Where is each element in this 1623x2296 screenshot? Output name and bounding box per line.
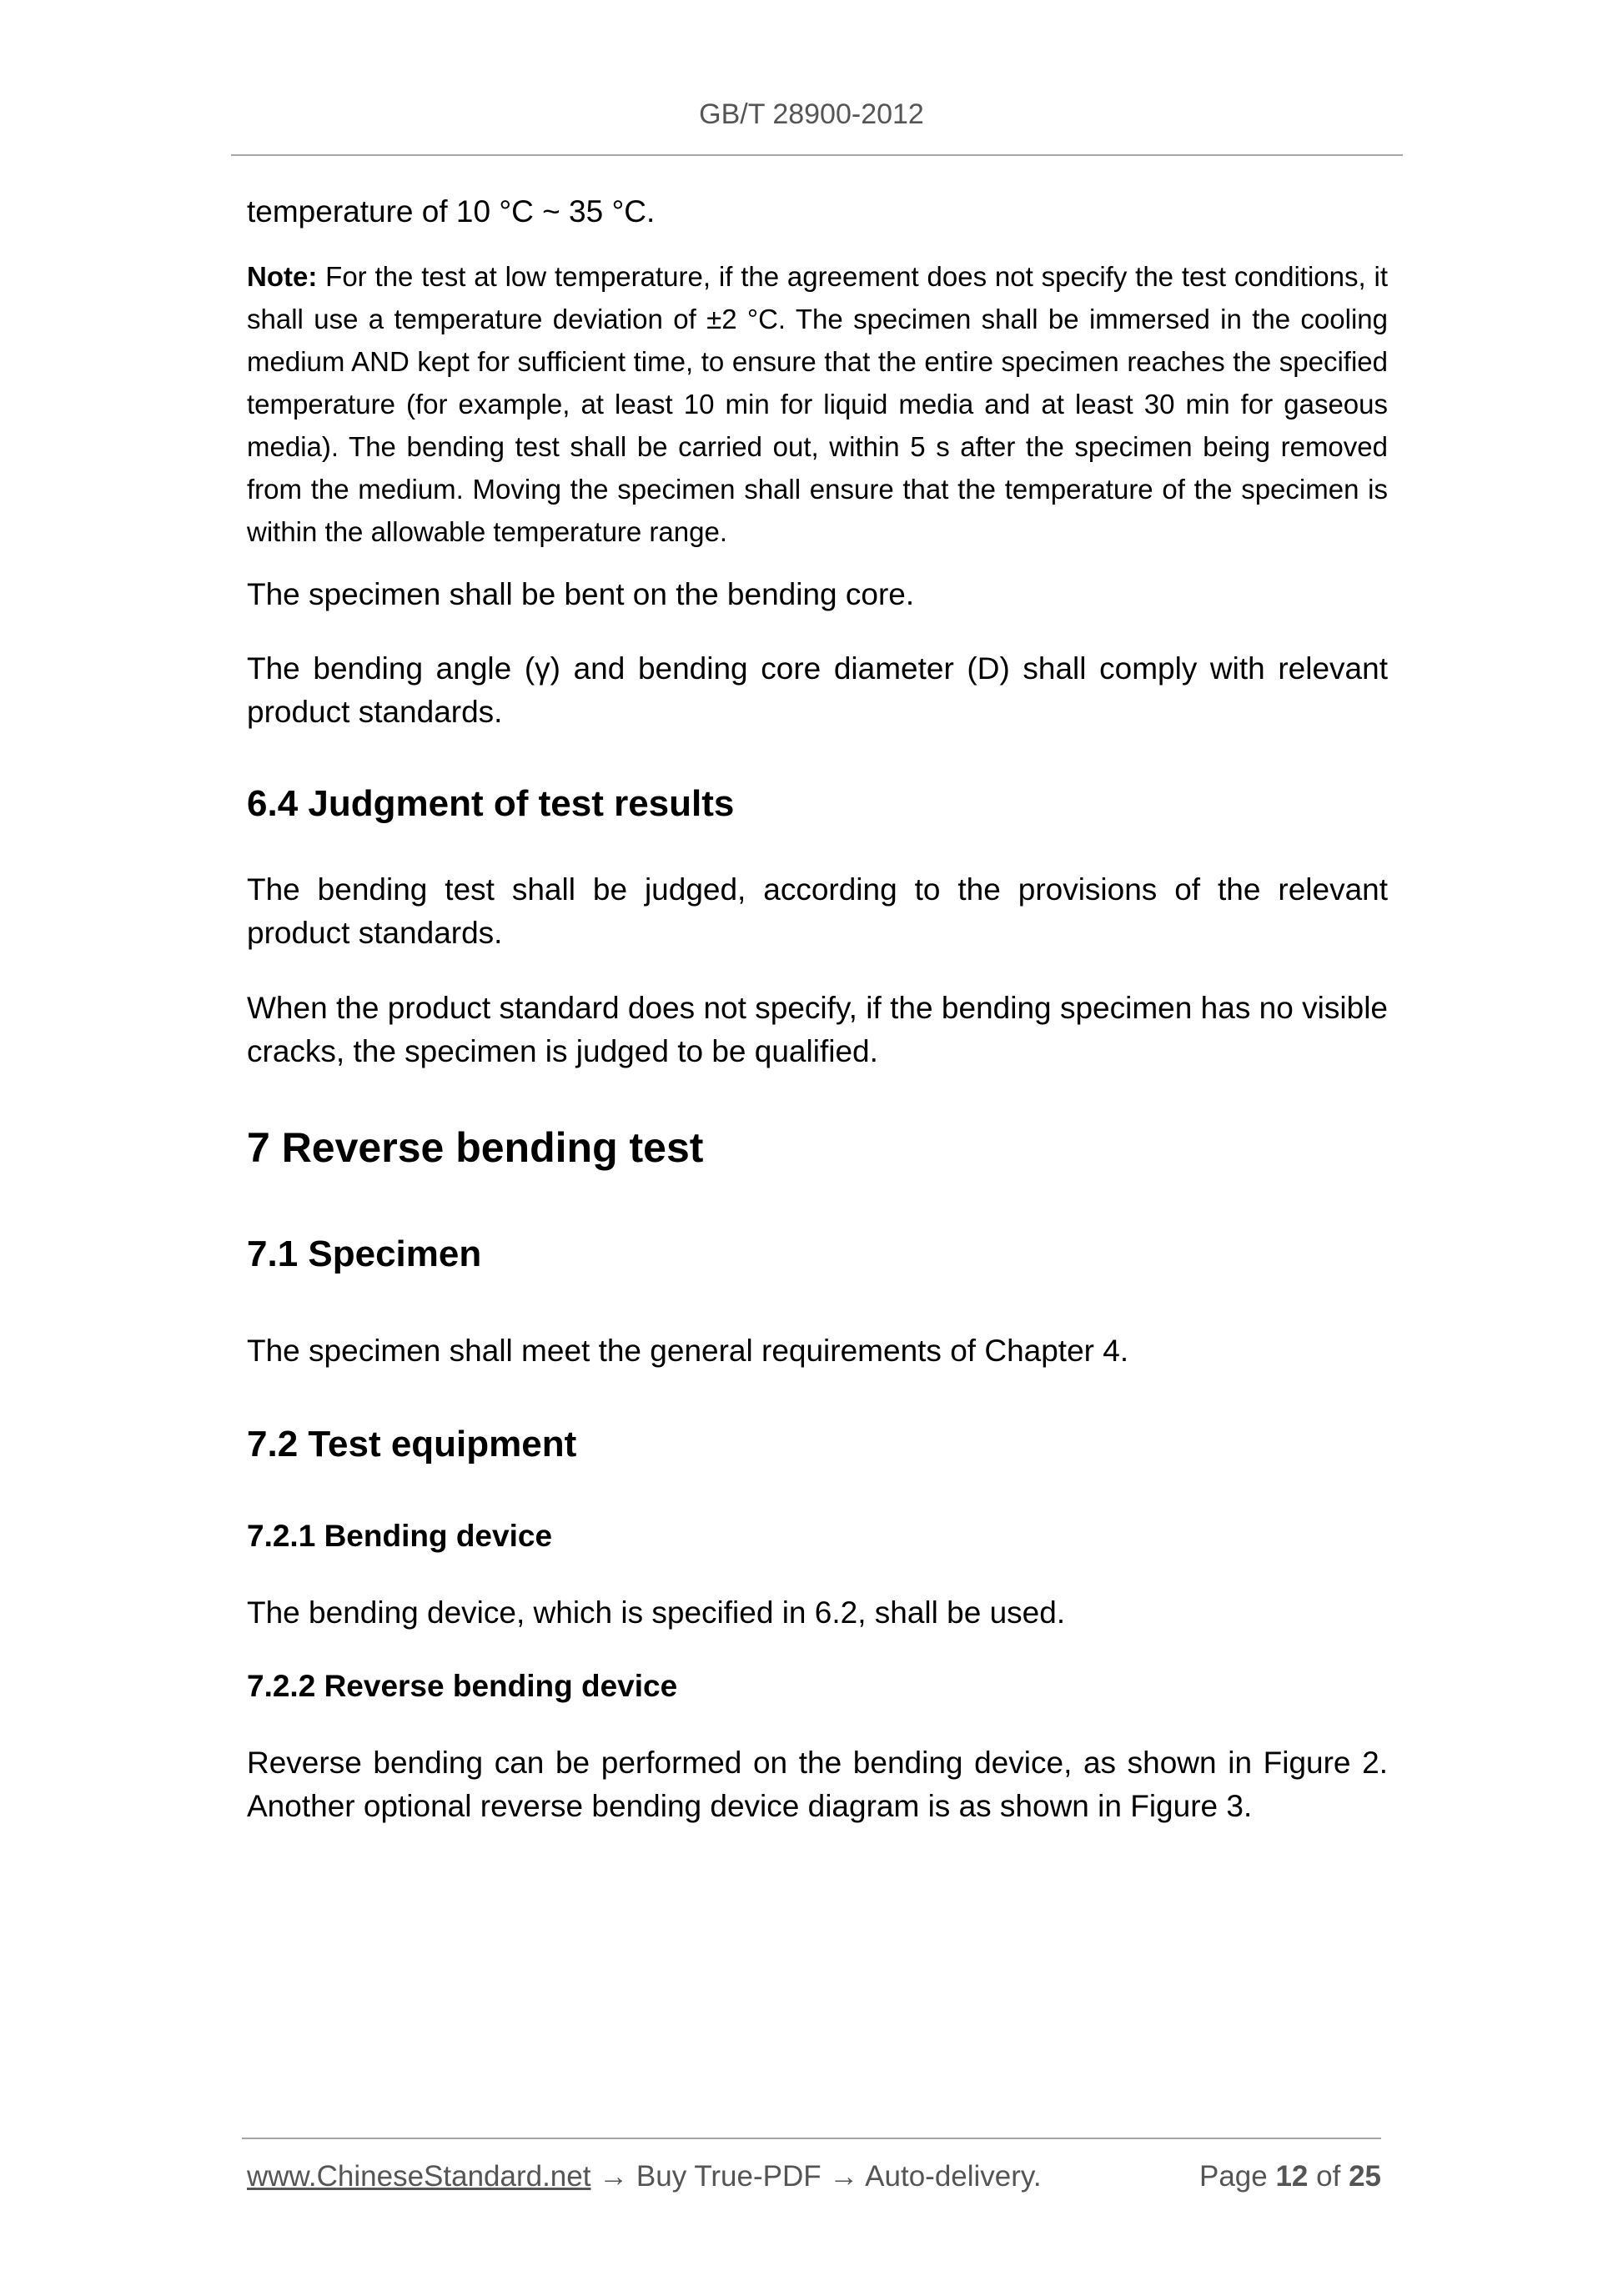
of-label: of [1316, 2160, 1341, 2193]
page-total-number: 25 [1349, 2160, 1381, 2193]
page-footer [247, 2160, 1381, 2202]
page-label: Page [1198, 2160, 1268, 2193]
footer-left [247, 2160, 1042, 2193]
page-indicator [1199, 2160, 1381, 2193]
footer-divider [242, 2138, 1381, 2139]
heading-7-2-1: 7.2.1 Bending device [247, 1519, 553, 1553]
paragraph-bent-on-core: The specimen shall be bent on the bending core. [247, 577, 915, 611]
page-content [247, 190, 1388, 1828]
heading-7: 7 Reverse bending test [247, 1124, 704, 1171]
paragraph-7-2-1: The bending device, which is specified in 6.2, shall be used. [247, 1595, 1066, 1630]
paragraph-7-1: The specimen shall meet the general requirements of Chapter 4. [247, 1334, 1129, 1368]
heading-7-2-2: 7.2.2 Reverse bending device [247, 1669, 678, 1703]
paragraph-judged: The bending test shall be judged, according to the provisions of the relevant product standards. [247, 872, 1388, 950]
heading-6-4: 6.4 Judgment of test results [247, 783, 735, 824]
note-text: For the test at low temperature, if the agreement does not specify the test conditions, it shall use a temperature deviation of ±2 °C. The specimen shall be immersed in the cooling medium AND kept for sufficient time, to ensure that the entire specimen reaches the specified temperature (for example, at least 10 min for liquid media and at least 30 min for gaseous media). The bending test shall be carried out, within 5 s after the specimen being removed from the medium. Moving the specimen shall ensure that the temperature of the specimen is within the allowable temperature range. [247, 261, 1388, 547]
header-divider [231, 154, 1403, 156]
paragraph-temperature: temperature of 10 °C ~ 35 °C. [247, 194, 656, 229]
heading-7-1: 7.1 Specimen [247, 1233, 482, 1274]
paragraph-bending-angle: The bending angle (γ) and bending core diameter (D) shall comply with relevant product standards. [247, 651, 1388, 729]
note-paragraph [247, 255, 1388, 553]
footer-promo-text: → Buy True-PDF → Auto-delivery. [590, 2160, 1042, 2193]
note-label: Note: [247, 261, 318, 292]
paragraph-7-2-2: Reverse bending can be performed on the bending device, as shown in Figure 2. Another optional reverse bending device diagram is as shown in Figure 3. [247, 1746, 1388, 1823]
document-header-title: GB/T 28900-2012 [699, 98, 924, 130]
website-link[interactable]: www.ChineseStandard.net [247, 2160, 591, 2193]
paragraph-qualified: When the product standard does not specify, if the bending specimen has no visible cracks, the specimen is judged to be qualified. [247, 991, 1388, 1068]
heading-7-2: 7.2 Test equipment [247, 1424, 577, 1465]
page-current-number: 12 [1275, 2160, 1309, 2193]
